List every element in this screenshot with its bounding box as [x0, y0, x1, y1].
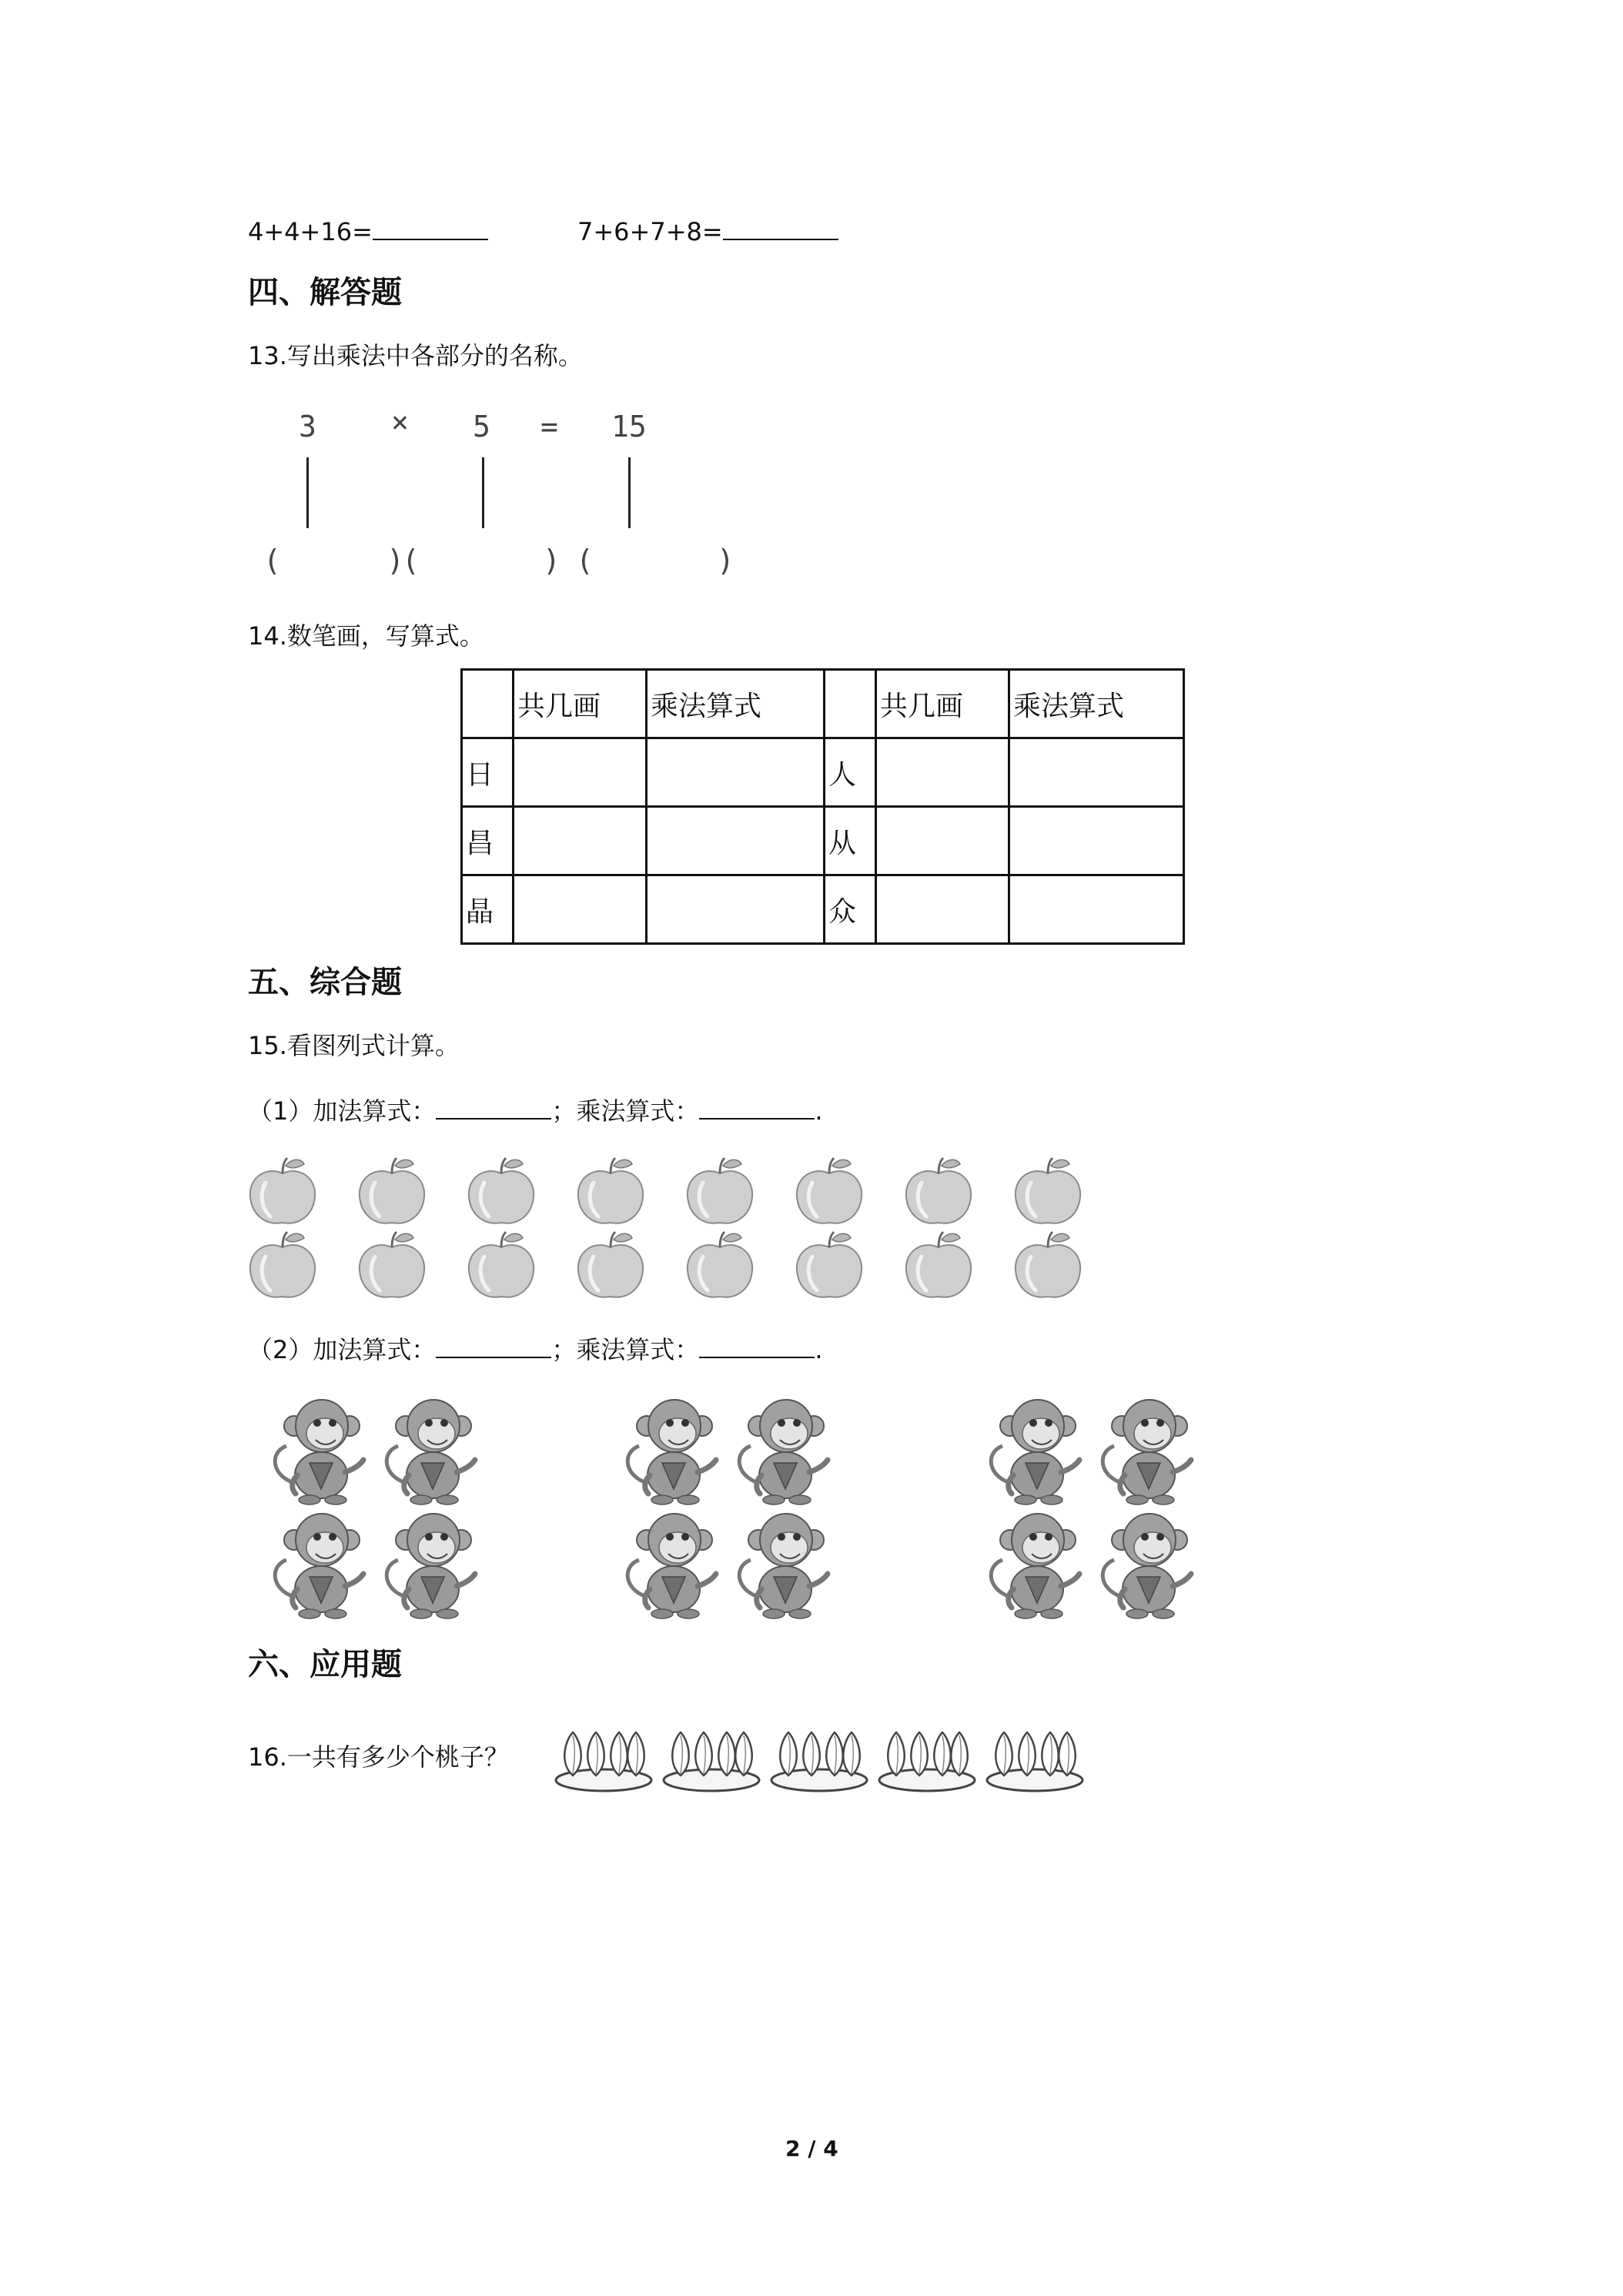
equals-sign: =	[540, 410, 558, 443]
apple-icon	[578, 1232, 643, 1297]
part1-end: .	[815, 1096, 823, 1126]
formula-cell[interactable]	[1009, 807, 1184, 875]
answer-paren-1[interactable]: ( )	[263, 544, 405, 577]
pointer-line-b	[482, 457, 484, 528]
section-5-title: 五、综合题	[248, 965, 402, 1000]
q14-prompt: 14.数笔画，写算式。	[248, 621, 484, 651]
apple-grid-graphic	[248, 1156, 1110, 1303]
peach-plate-icon	[879, 1732, 975, 1791]
formula-cell[interactable]	[1009, 875, 1184, 944]
times-sign: ×	[391, 405, 409, 439]
q16-prompt: 16.一共有多少个桃子？	[248, 1742, 509, 1772]
monkey-icon	[627, 1400, 716, 1504]
formula-cell[interactable]	[647, 738, 825, 807]
addition-blank-2[interactable]	[436, 1334, 551, 1358]
monkey-icon	[275, 1400, 363, 1504]
stroke-table	[460, 668, 1185, 945]
monkey-groups-graphic	[248, 1391, 1272, 1637]
monkey-icon	[991, 1400, 1079, 1504]
monkey-icon	[739, 1400, 828, 1504]
monkey-icon	[1103, 1400, 1191, 1504]
apple-icon	[1016, 1158, 1080, 1223]
stroke-count-cell[interactable]	[514, 807, 647, 875]
stroke-count-cell[interactable]	[876, 738, 1009, 807]
apple-icon	[469, 1232, 534, 1297]
product: 15	[611, 410, 647, 443]
q15-part1	[248, 1095, 823, 1126]
monkey-icon	[387, 1514, 475, 1618]
calc-line-1	[248, 216, 488, 247]
header-cell: 共几画	[514, 670, 647, 738]
apple-icon	[469, 1158, 534, 1223]
q15-part2	[248, 1334, 823, 1365]
apple-icon	[688, 1232, 752, 1297]
apple-icon	[250, 1158, 315, 1223]
peach-plate-icon	[771, 1732, 867, 1791]
char-cell: 人	[825, 738, 876, 807]
page-number: 2 / 4	[785, 2136, 838, 2161]
monkey-icon	[1103, 1514, 1191, 1618]
factor-b: 5	[473, 410, 490, 443]
char-cell: 日	[462, 738, 514, 807]
header-cell: 共几画	[876, 670, 1009, 738]
part2-prefix: （2）加法算式：	[248, 1335, 437, 1364]
answer-blank-1[interactable]	[373, 216, 488, 240]
stroke-count-cell[interactable]	[514, 738, 647, 807]
peach-plate-icon	[987, 1732, 1083, 1791]
formula-cell[interactable]	[647, 875, 825, 944]
apple-grid	[248, 1156, 1110, 1306]
multiplication-blank-1[interactable]	[699, 1095, 815, 1120]
char-cell: 从	[825, 807, 876, 875]
char-cell: 晶	[462, 875, 514, 944]
table-header-row	[462, 670, 1184, 738]
apple-icon	[797, 1232, 862, 1297]
q15-prompt: 15.看图列式计算。	[248, 1031, 460, 1060]
monkey-icon	[275, 1514, 363, 1618]
section-6-title: 六、应用题	[248, 1647, 402, 1682]
calc-2-text: 7+6+7+8=	[577, 217, 723, 246]
apple-icon	[360, 1232, 424, 1297]
answer-paren-2[interactable]: ( )	[402, 544, 561, 577]
monkey-icon	[627, 1514, 716, 1618]
q13-prompt: 13.写出乘法中各部分的名称。	[248, 341, 583, 370]
answer-paren-3[interactable]: ( )	[576, 544, 735, 577]
peach-plates-graphic	[548, 1702, 1103, 1802]
apple-icon	[797, 1158, 862, 1223]
table-row	[462, 738, 1184, 807]
pointer-line-c	[628, 457, 631, 528]
part1-sep: ；乘法算式：	[551, 1096, 700, 1126]
header-cell: 乘法算式	[647, 670, 825, 738]
monkey-icon	[739, 1514, 828, 1618]
answer-blank-2[interactable]	[723, 216, 838, 240]
calc-line-2	[577, 216, 838, 247]
peach-plate-icon	[556, 1732, 651, 1791]
pointer-line-a	[306, 457, 309, 528]
apple-icon	[250, 1232, 315, 1297]
formula-cell[interactable]	[647, 807, 825, 875]
char-cell: 昌	[462, 807, 514, 875]
factor-a: 3	[299, 410, 316, 443]
apple-icon	[360, 1158, 424, 1223]
header-cell	[825, 670, 876, 738]
header-cell	[462, 670, 514, 738]
section-4-title: 四、解答题	[248, 275, 402, 310]
stroke-count-cell[interactable]	[876, 807, 1009, 875]
peach-plates	[548, 1702, 1103, 1805]
char-cell: 众	[825, 875, 876, 944]
addition-blank-1[interactable]	[436, 1095, 551, 1120]
monkey-groups	[248, 1391, 1272, 1640]
calc-1-text: 4+4+16=	[248, 217, 373, 246]
table-row	[462, 875, 1184, 944]
multiplication-blank-2[interactable]	[699, 1334, 815, 1358]
apple-icon	[906, 1158, 971, 1223]
apple-icon	[1016, 1232, 1080, 1297]
part1-prefix: （1）加法算式：	[248, 1096, 437, 1126]
apple-icon	[688, 1158, 752, 1223]
part2-end: .	[815, 1335, 823, 1364]
apple-icon	[906, 1232, 971, 1297]
formula-cell[interactable]	[1009, 738, 1184, 807]
header-cell: 乘法算式	[1009, 670, 1184, 738]
table-row	[462, 807, 1184, 875]
stroke-count-cell[interactable]	[514, 875, 647, 944]
monkey-icon	[387, 1400, 475, 1504]
monkey-icon	[991, 1514, 1079, 1618]
stroke-count-cell[interactable]	[876, 875, 1009, 944]
peach-plate-icon	[664, 1732, 759, 1791]
part2-sep: ；乘法算式：	[551, 1335, 700, 1364]
apple-icon	[578, 1158, 643, 1223]
